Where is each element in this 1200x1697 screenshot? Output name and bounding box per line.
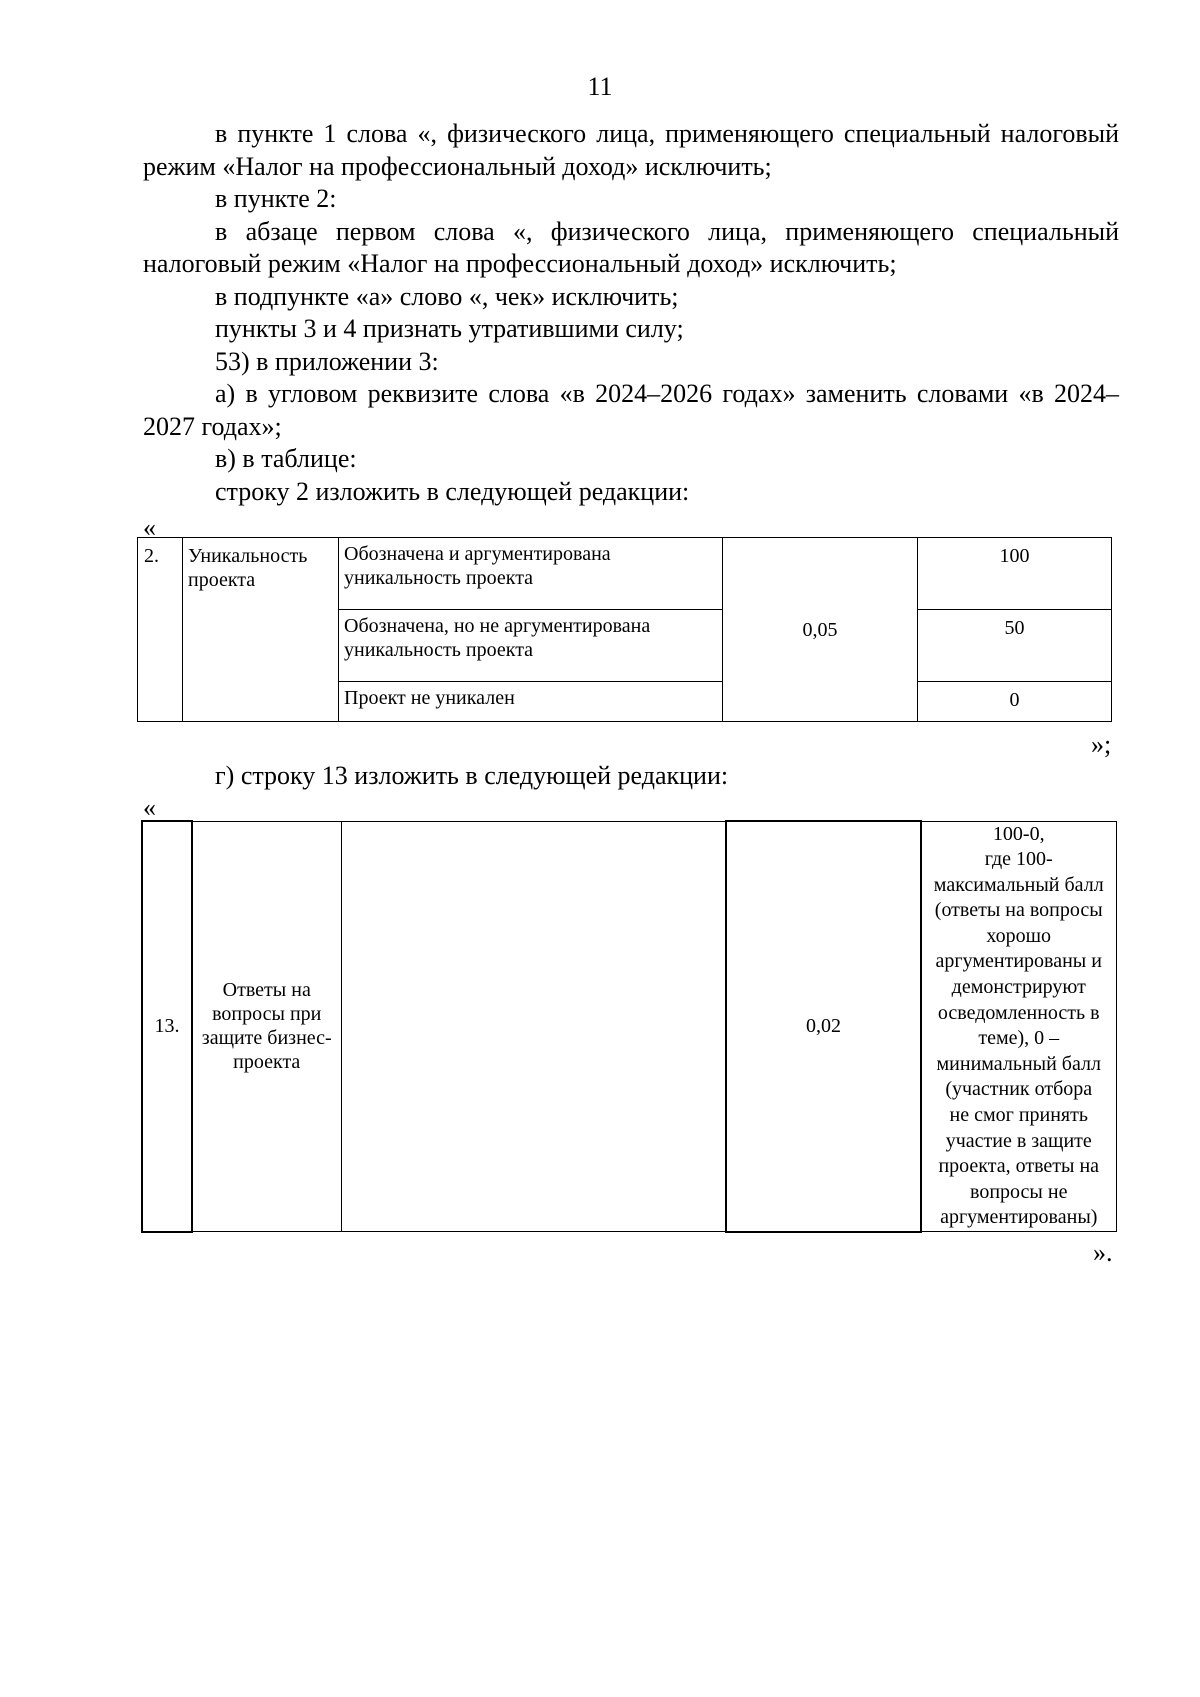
description-cell	[341, 821, 726, 1232]
paragraph: в) в таблице:	[215, 444, 357, 473]
score-line: минимальный балл	[936, 1052, 1101, 1075]
opening-quote-2: «	[143, 793, 156, 822]
option-description: Обозначена и аргументирована уникальность проекта	[339, 538, 723, 610]
score-line: теме), 0 –	[978, 1027, 1060, 1050]
paragraph: пункты 3 и 4 признать утратившими силу;	[215, 314, 684, 343]
score-line: максимальный балл	[933, 873, 1104, 896]
paragraph: в подпункте «а» слово «, чек» исключить;	[215, 281, 679, 311]
option-score: 0	[918, 682, 1112, 722]
closing-quote-1: »;	[1091, 730, 1112, 759]
score-line: где 100-	[984, 848, 1053, 871]
score-line: аргументированы и	[935, 950, 1102, 973]
body-text	[143, 118, 1119, 508]
weight-cell: 0,02	[726, 821, 921, 1232]
table-row	[142, 821, 1116, 1232]
paragraph: в пункте 2:	[215, 184, 337, 213]
paragraph: в пункте 1 слова «, физического лица, применяющего специальный налоговый режим «Налог на профессиональный доход» исключить;	[143, 119, 1119, 181]
score-line: (ответы на вопросы	[934, 899, 1103, 922]
score-line: участие в защите	[945, 1129, 1092, 1152]
option-score: 50	[918, 610, 1112, 682]
option-description: Проект не уникален	[339, 682, 723, 722]
score-line: проекта, ответы на	[938, 1155, 1100, 1178]
table-row	[138, 538, 1112, 610]
table-row-2	[137, 537, 1112, 722]
score-line: осведомленность в	[937, 1001, 1100, 1024]
paragraph: в абзаце первом слова «, физического лица, применяющего специальный налоговый режим «Налог на профессиональный доход» исключить;	[143, 216, 1119, 278]
page-number: 11	[587, 72, 613, 101]
body-text	[143, 760, 1119, 793]
paragraph: г) строку 13 изложить в следующей редакции:	[215, 761, 729, 790]
option-description: Обозначена, но не аргументирована уникальность проекта	[339, 610, 723, 682]
paragraph: строку 2 изложить в следующей редакции:	[215, 476, 690, 506]
row-number: 13.	[142, 821, 192, 1232]
score-line: (участник отбора	[945, 1078, 1093, 1101]
score-description-cell	[921, 821, 1116, 1232]
opening-quote-1: «	[143, 513, 156, 542]
closing-quote-2: ».	[1093, 1238, 1113, 1267]
score-line: аргументированы)	[940, 1206, 1098, 1229]
criterion-cell: Уникальность проекта	[183, 538, 339, 722]
score-line: хорошо	[986, 924, 1052, 947]
row-number: 2.	[138, 538, 183, 722]
criterion-cell: Ответы на вопросы при защите бизнес-проекта	[192, 821, 341, 1232]
weight-cell: 0,05	[723, 538, 918, 722]
score-line: вопросы не	[970, 1180, 1068, 1203]
paragraph: а) в угловом реквизите слова «в 2024–2026 годах» заменить словами «в 2024–2027 годах»;	[143, 379, 1119, 441]
score-line: демонстрируют	[951, 976, 1086, 999]
score-line: не смог принять	[949, 1104, 1088, 1127]
score-line: 100-0,	[992, 822, 1045, 845]
paragraph: 53) в приложении 3:	[215, 346, 439, 376]
table-row-13	[141, 820, 1117, 1233]
option-score: 100	[918, 538, 1112, 610]
